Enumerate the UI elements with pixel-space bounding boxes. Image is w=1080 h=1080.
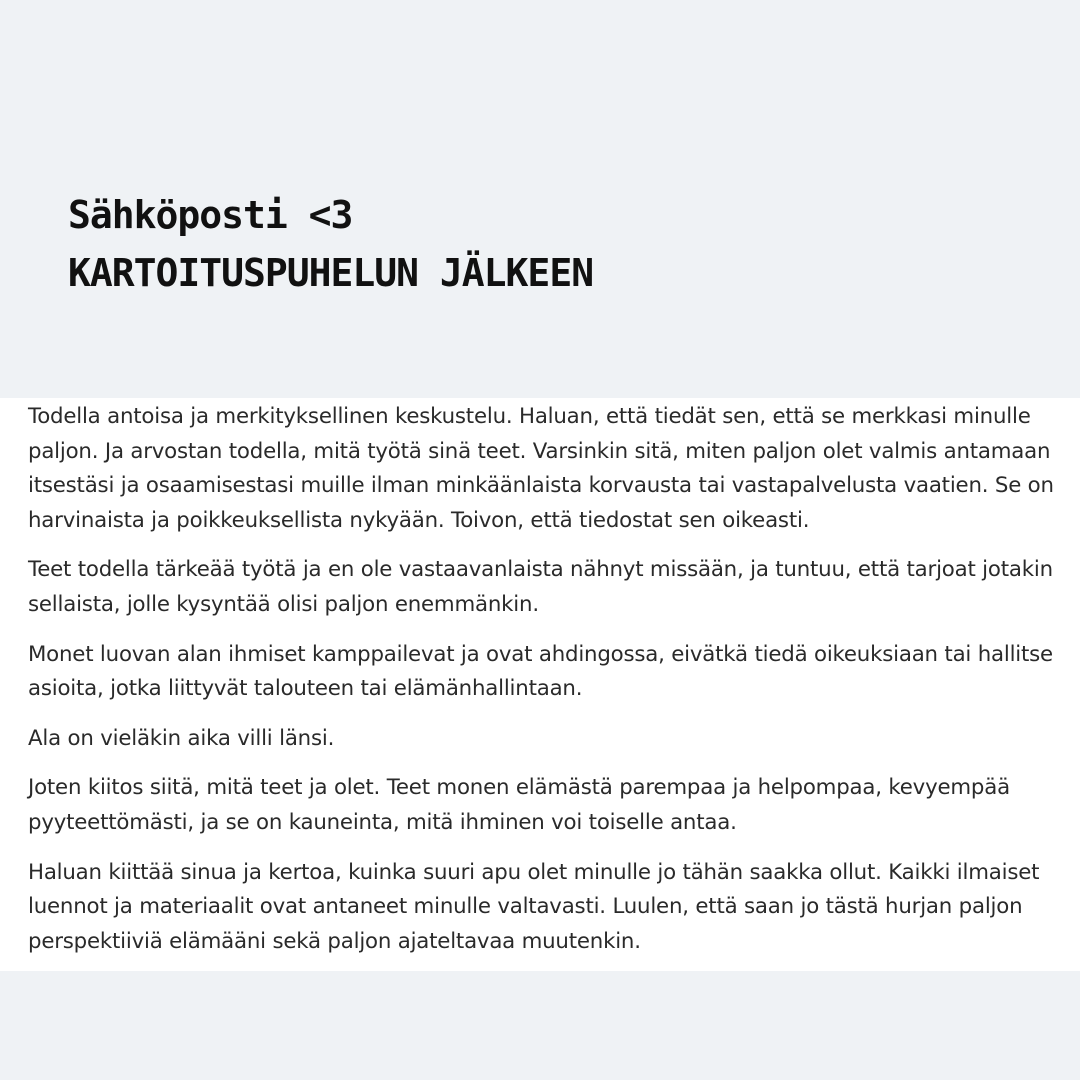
email-text [28,400,1068,974]
paragraph: Todella antoisa ja merkityksellinen keskustelu. Haluan, että tiedät sen, että se merkkasi minulle paljon. Ja arvostan todella, mitä työtä sinä teet. Varsinkin sitä, miten paljon olet valmis antamaan itsestäsi ja osaamisestasi muille ilman minkäänlaista korvausta tai vastapalvelusta vaatien. Se on harvinaista ja poikkeuksellista nykyään. Toivon, että tiedostat sen oikeasti. [28,404,1054,533]
title-line-1: Sähköposti <3 [68,193,353,237]
page-title [68,186,593,302]
paragraph: Ala on vieläkin aika villi länsi. [28,725,335,751]
paragraph: Monet luovan alan ihmiset kamppailevat ja ovat ahdingossa, eivätkä tiedä oikeuksiaan tai hallitse asioita, jotka liittyvät talouteen tai elämänhallintaan. [28,641,1053,702]
paragraph: Teet todella tärkeää työtä ja en ole vastaavanlaista nähnyt missään, ja tuntuu, että tarjoat jotakin sellaista, jolle kysyntää olisi paljon enemmänkin. [28,557,1053,617]
title-line-2: KARTOITUSPUHELUN JÄLKEEN [68,251,594,295]
paragraph: Haluan kiittää sinua ja kertoa, kuinka suuri apu olet minulle jo tähän saakka ollut. Kaikki ilmaiset luennot ja materiaalit ovat antaneet minulle valtavasti. Luulen, että saan jo tästä hurjan paljon perspektiiviä elämääni sekä paljon ajateltavaa muutenkin. [28,859,1040,954]
header-banner [0,0,1080,398]
paragraph: Joten kiitos siitä, mitä teet ja olet. Teet monen elämästä parempaa ja helpompaa, kevyempää pyyteettömästi, ja se on kauneinta, mitä ihminen voi toiselle antaa. [28,775,1010,835]
email-body [0,398,1080,971]
